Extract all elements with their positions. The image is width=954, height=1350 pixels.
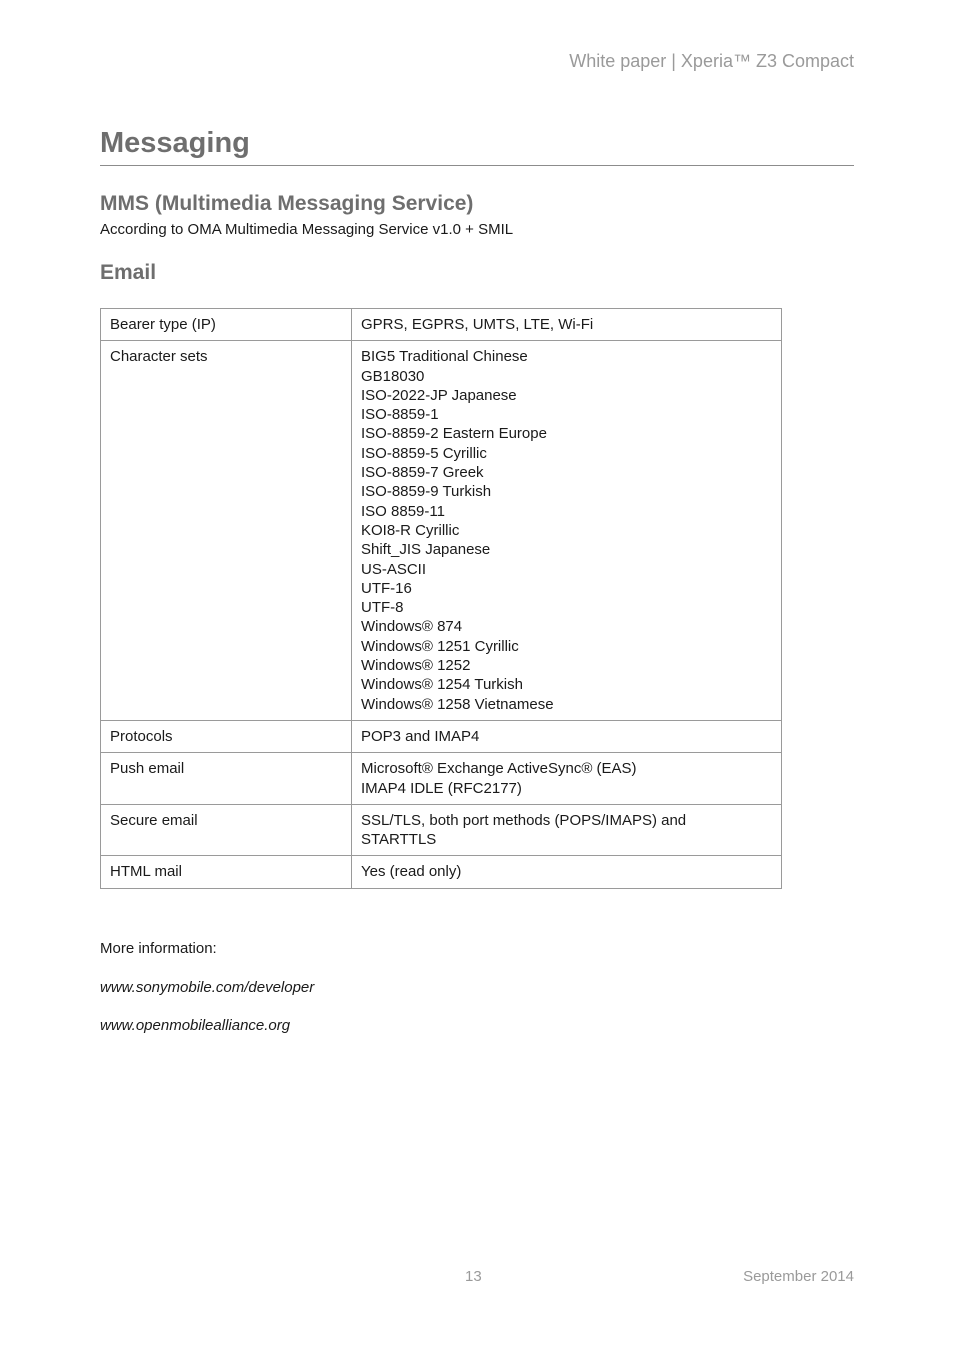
table-row	[101, 753, 782, 805]
value-line: ISO-8859-5 Cyrillic	[361, 444, 487, 462]
row-value	[352, 720, 782, 752]
value-line: Windows® 1252	[361, 657, 471, 675]
row-label: Character sets	[101, 341, 352, 721]
value-line: Shift_JIS Japanese	[361, 541, 491, 559]
document-header: White paper | Xperia™ Z3 Compact	[569, 51, 854, 71]
value-line: UTF-16	[361, 579, 412, 597]
value-line: KOI8-R Cyrillic	[361, 521, 460, 539]
row-label: HTML mail	[101, 856, 352, 888]
more-info-label: More information:	[100, 940, 217, 957]
row-value	[352, 341, 782, 721]
email-heading: Email	[100, 261, 157, 284]
page-number: 13	[465, 1268, 482, 1285]
row-label: Secure email	[101, 804, 352, 856]
row-value	[352, 856, 782, 888]
footer-date: September 2014	[743, 1268, 854, 1285]
value-line: SSL/TLS, both port methods (POPS/IMAPS) and	[361, 811, 687, 829]
row-value	[352, 309, 782, 341]
row-value	[352, 804, 782, 856]
value-line: Windows® 1254 Turkish	[361, 676, 523, 694]
value-line: ISO-8859-2 Eastern Europe	[361, 425, 547, 443]
value-line: ISO-8859-1	[361, 406, 439, 424]
value-line: Windows® 874	[361, 618, 463, 636]
sonymobile-developer-link[interactable]: www.sonymobile.com/developer	[100, 979, 315, 996]
table-row	[101, 309, 782, 341]
value-line: GB18030	[361, 367, 425, 385]
email-spec-table	[100, 308, 782, 889]
table-row	[101, 804, 782, 856]
value-line: STARTTLS	[361, 831, 437, 849]
row-value	[352, 753, 782, 805]
value-line: POP3 and IMAP4	[361, 727, 480, 745]
value-line: ISO-8859-9 Turkish	[361, 483, 492, 501]
value-line: UTF-8	[361, 599, 404, 617]
row-label: Protocols	[101, 720, 352, 752]
value-line: ISO 8859-11	[361, 502, 445, 520]
row-label: Bearer type (IP)	[101, 309, 352, 341]
row-label: Push email	[101, 753, 352, 805]
value-line: BIG5 Traditional Chinese	[361, 348, 528, 366]
value-line: GPRS, EGPRS, UMTS, LTE, Wi-Fi	[361, 316, 594, 333]
table-row	[101, 856, 782, 888]
value-line: Windows® 1258 Vietnamese	[361, 695, 554, 713]
value-line: US-ASCII	[361, 560, 427, 578]
openmobilealliance-link[interactable]: www.openmobilealliance.org	[100, 1017, 291, 1034]
value-line: Windows® 1251 Cyrillic	[361, 637, 519, 655]
table-row	[101, 341, 782, 721]
mms-heading: MMS (Multimedia Messaging Service)	[100, 192, 474, 215]
value-line: ISO-2022-JP Japanese	[361, 386, 517, 404]
value-line: Yes (read only)	[361, 863, 462, 881]
value-line: IMAP4 IDLE (RFC2177)	[361, 779, 522, 797]
value-line: Microsoft® Exchange ActiveSync® (EAS)	[361, 760, 637, 778]
table-row	[101, 720, 782, 752]
mms-description: According to OMA Multimedia Messaging Service v1.0 + SMIL	[100, 221, 514, 238]
value-line: ISO-8859-7 Greek	[361, 464, 484, 482]
section-title: Messaging	[100, 126, 854, 166]
